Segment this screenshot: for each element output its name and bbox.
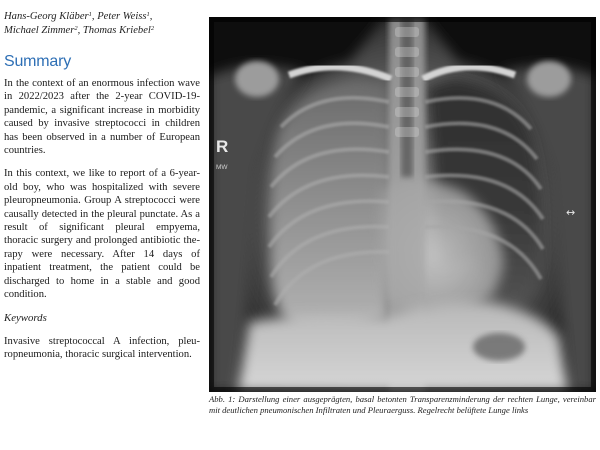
xray-initials-marker: MW xyxy=(216,164,228,171)
article-text-column xyxy=(4,10,200,361)
author-list: Hans-Georg Kläber$^1$, Peter Weiss$^1$, Michael Zimmer$^2$, Thomas Kriebel$^2$ xyxy=(4,11,155,36)
summary-heading: Summary xyxy=(4,53,72,70)
author-affiliation: 1 xyxy=(146,11,150,18)
xray-side-marker: R xyxy=(216,137,229,156)
keywords-text: Invasive streptococcal A infection, pleuropneumonia, thoracic surgical intervention. xyxy=(4,335,200,360)
author-name: Hans-Georg Kläber xyxy=(4,11,89,22)
author-affiliation: 2 xyxy=(74,24,78,32)
author-affiliation: 2 xyxy=(150,24,155,32)
author-name: Thomas Kriebel xyxy=(82,24,151,36)
summary-paragraph-2: In this context, we like to report of a 6-year-old boy, who was hospitalized with severe pleuropneumonia. Group A streptococci were causally detected in the pleural punctate. As a result of significant pleural empyema, thoracic surgery and prolonged antibiotic therapy were necessary. After 14 days of inpatient treatment, the patient could be discharged to home in a stable and good condition. xyxy=(4,168,200,301)
double-arrow-icon: ↔ xyxy=(566,206,576,219)
figure-caption: Abb. 1: Darstellung einer ausgeprägten, basal betonten Transparenzminderung der rechten Lunge, vereinbar mit deutlichen pneumonischen Infiltraten und Pleuraerguss. Regelrecht belüftete Lunge links xyxy=(209,394,596,415)
author-name: Peter Weiss xyxy=(97,11,147,22)
chest-xray-image xyxy=(209,17,596,392)
summary-paragraph-1: In the context of an enormous infection wave in 2022/2023 after the 2-year COVID-19-pandemic, a significant increase in morbidity caused by invasive streptococci in children has been observed in a number of European countries. xyxy=(4,78,200,157)
author-name: Michael Zimmer xyxy=(4,24,75,36)
author-affiliation: 1 xyxy=(88,11,92,18)
chest-xray-figure xyxy=(209,17,596,392)
keywords-heading: Keywords xyxy=(4,311,47,324)
